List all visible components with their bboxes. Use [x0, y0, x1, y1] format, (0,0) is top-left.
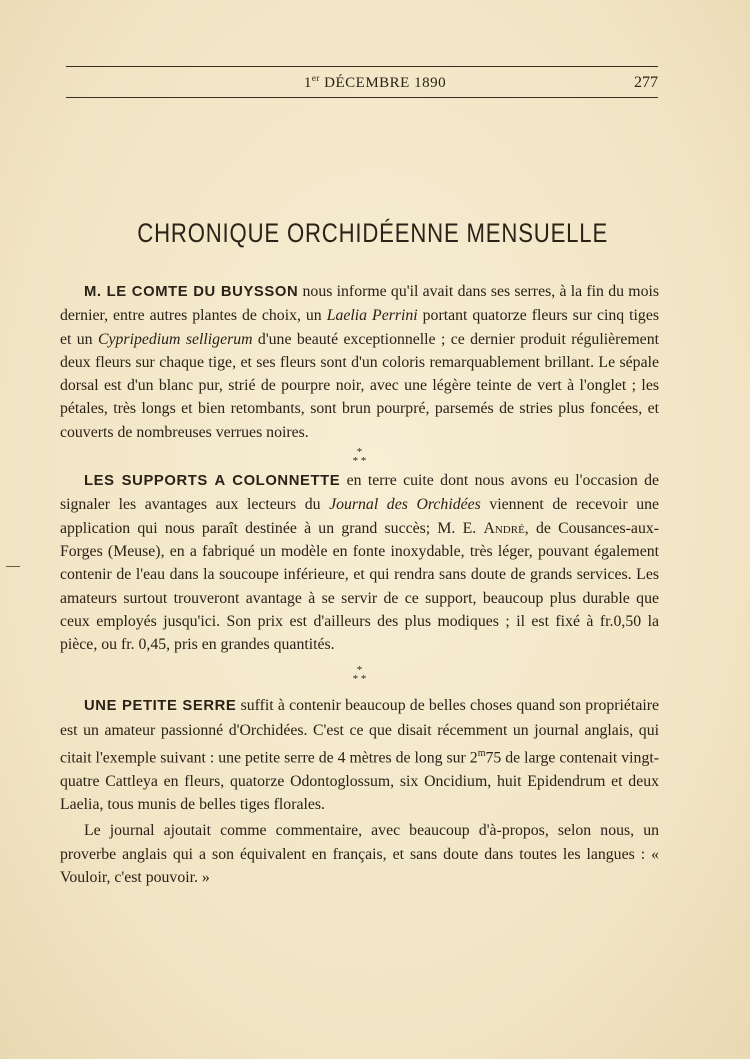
- header-rule-bottom: [66, 97, 658, 98]
- paragraph-serre: [60, 694, 659, 816]
- italic-plant-name: Laelia Perrini: [326, 307, 418, 325]
- unit-superscript: m: [477, 748, 486, 760]
- paragraph-text: suffit à contenir beaucoup de belles choses quand son propriétaire est un amateur passionné d'Orchidées. C'est ce que disait récemment un journal anglais, qui citait l'exemple suivant : une petite serre de 4 mètres de long sur 2: [60, 697, 659, 767]
- paragraph-text: nous informe qu'il avait dans ses serres, à la fin du mois dernier, entre autres plantes de choix, un: [60, 283, 660, 325]
- paragraph-buysson: [60, 280, 659, 444]
- article-title: CHRONIQUE ORCHIDÉENNE MENSUELLE: [137, 218, 609, 248]
- asterism-separator: [60, 666, 659, 684]
- header-rule-top: [66, 66, 658, 67]
- small-caps-name: André: [483, 519, 525, 537]
- asterism-top: *: [356, 664, 363, 677]
- page-number: 277: [634, 74, 658, 91]
- paragraph-supports: [60, 469, 659, 656]
- paragraph-lead: M. LE COMTE DU BUYSSON: [84, 284, 299, 300]
- date-ordinal: 1: [303, 75, 312, 91]
- paragraph-lead: LES SUPPORTS A COLONNETTE: [84, 473, 341, 490]
- asterism-bottom: * *: [352, 455, 367, 468]
- asterism-bottom: * *: [352, 673, 367, 686]
- paragraph-text: 75 de large contenait vingt-quatre Cattleya en fleurs, quatorze Odontoglossum, six Oncidium, huit Epidendrum et deux Laelia, tous munis de belles tiges florales.: [60, 749, 659, 813]
- asterism-top: *: [356, 446, 363, 459]
- paragraph-text: en terre cuite dont nous avons eu l'occasion de signaler les avantages aux lecteurs du: [60, 472, 660, 514]
- paragraph-text: , de Cousances-aux-Forges (Meuse), en a fabriqué un modèle en fonte inoxydable, très léger, pouvant également contenir de l'eau dans la soucoupe inférieure, et qui rendra sans doute de grands services. Les amateurs surtout trouveront avantage à se servir de ce support, beaucoup plus durable que ceux employés jusqu'ici. Son prix est d'ailleurs des plus modiques ; il est fixé à fr.0,50 la pièce, ou fr. 0,45, pris en grandes quantités.: [60, 519, 660, 654]
- paragraph-lead: UNE PETITE SERRE: [84, 698, 237, 715]
- margin-mark: [6, 566, 20, 567]
- paragraph-text: d'une beauté exceptionnelle ; ce dernier produit régulièrement deux fleurs sur chaque tige, et ses fleurs sont d'un coloris remarquablement brillant. Le sépale dorsal est d'un blanc pur, strié de pourpre noir, avec une légère teinte de vert à l'onglet ; les pétales, très longs et bien retombants, sont brun pourpré, parsemés de stries plus foncées, et couverts de nombreuses verrues noires.: [60, 330, 659, 441]
- asterism-separator: [60, 448, 659, 466]
- italic-journal-title: Journal des Orchidées: [329, 496, 481, 514]
- article-body: [60, 280, 659, 889]
- italic-plant-name: Cypripedium selligerum: [97, 330, 253, 348]
- paragraph-proverbe: Le journal ajoutait comme commentaire, avec beaucoup d'à-propos, selon nous, un proverbe anglais qui a son équivalent en français, et sans doute dans toutes les langues : « Vouloir, c'est pouvoir. »: [60, 822, 659, 886]
- paragraph-text: viennent de recevoir une application qui nous paraît destinée à un grand succès; M. E.: [60, 496, 659, 537]
- date-ordinal-superscript: er: [311, 73, 320, 83]
- paragraph-text: portant quatorze fleurs sur cinq tiges et un: [60, 307, 659, 348]
- date-text: DÉCEMBRE 1890: [319, 75, 447, 91]
